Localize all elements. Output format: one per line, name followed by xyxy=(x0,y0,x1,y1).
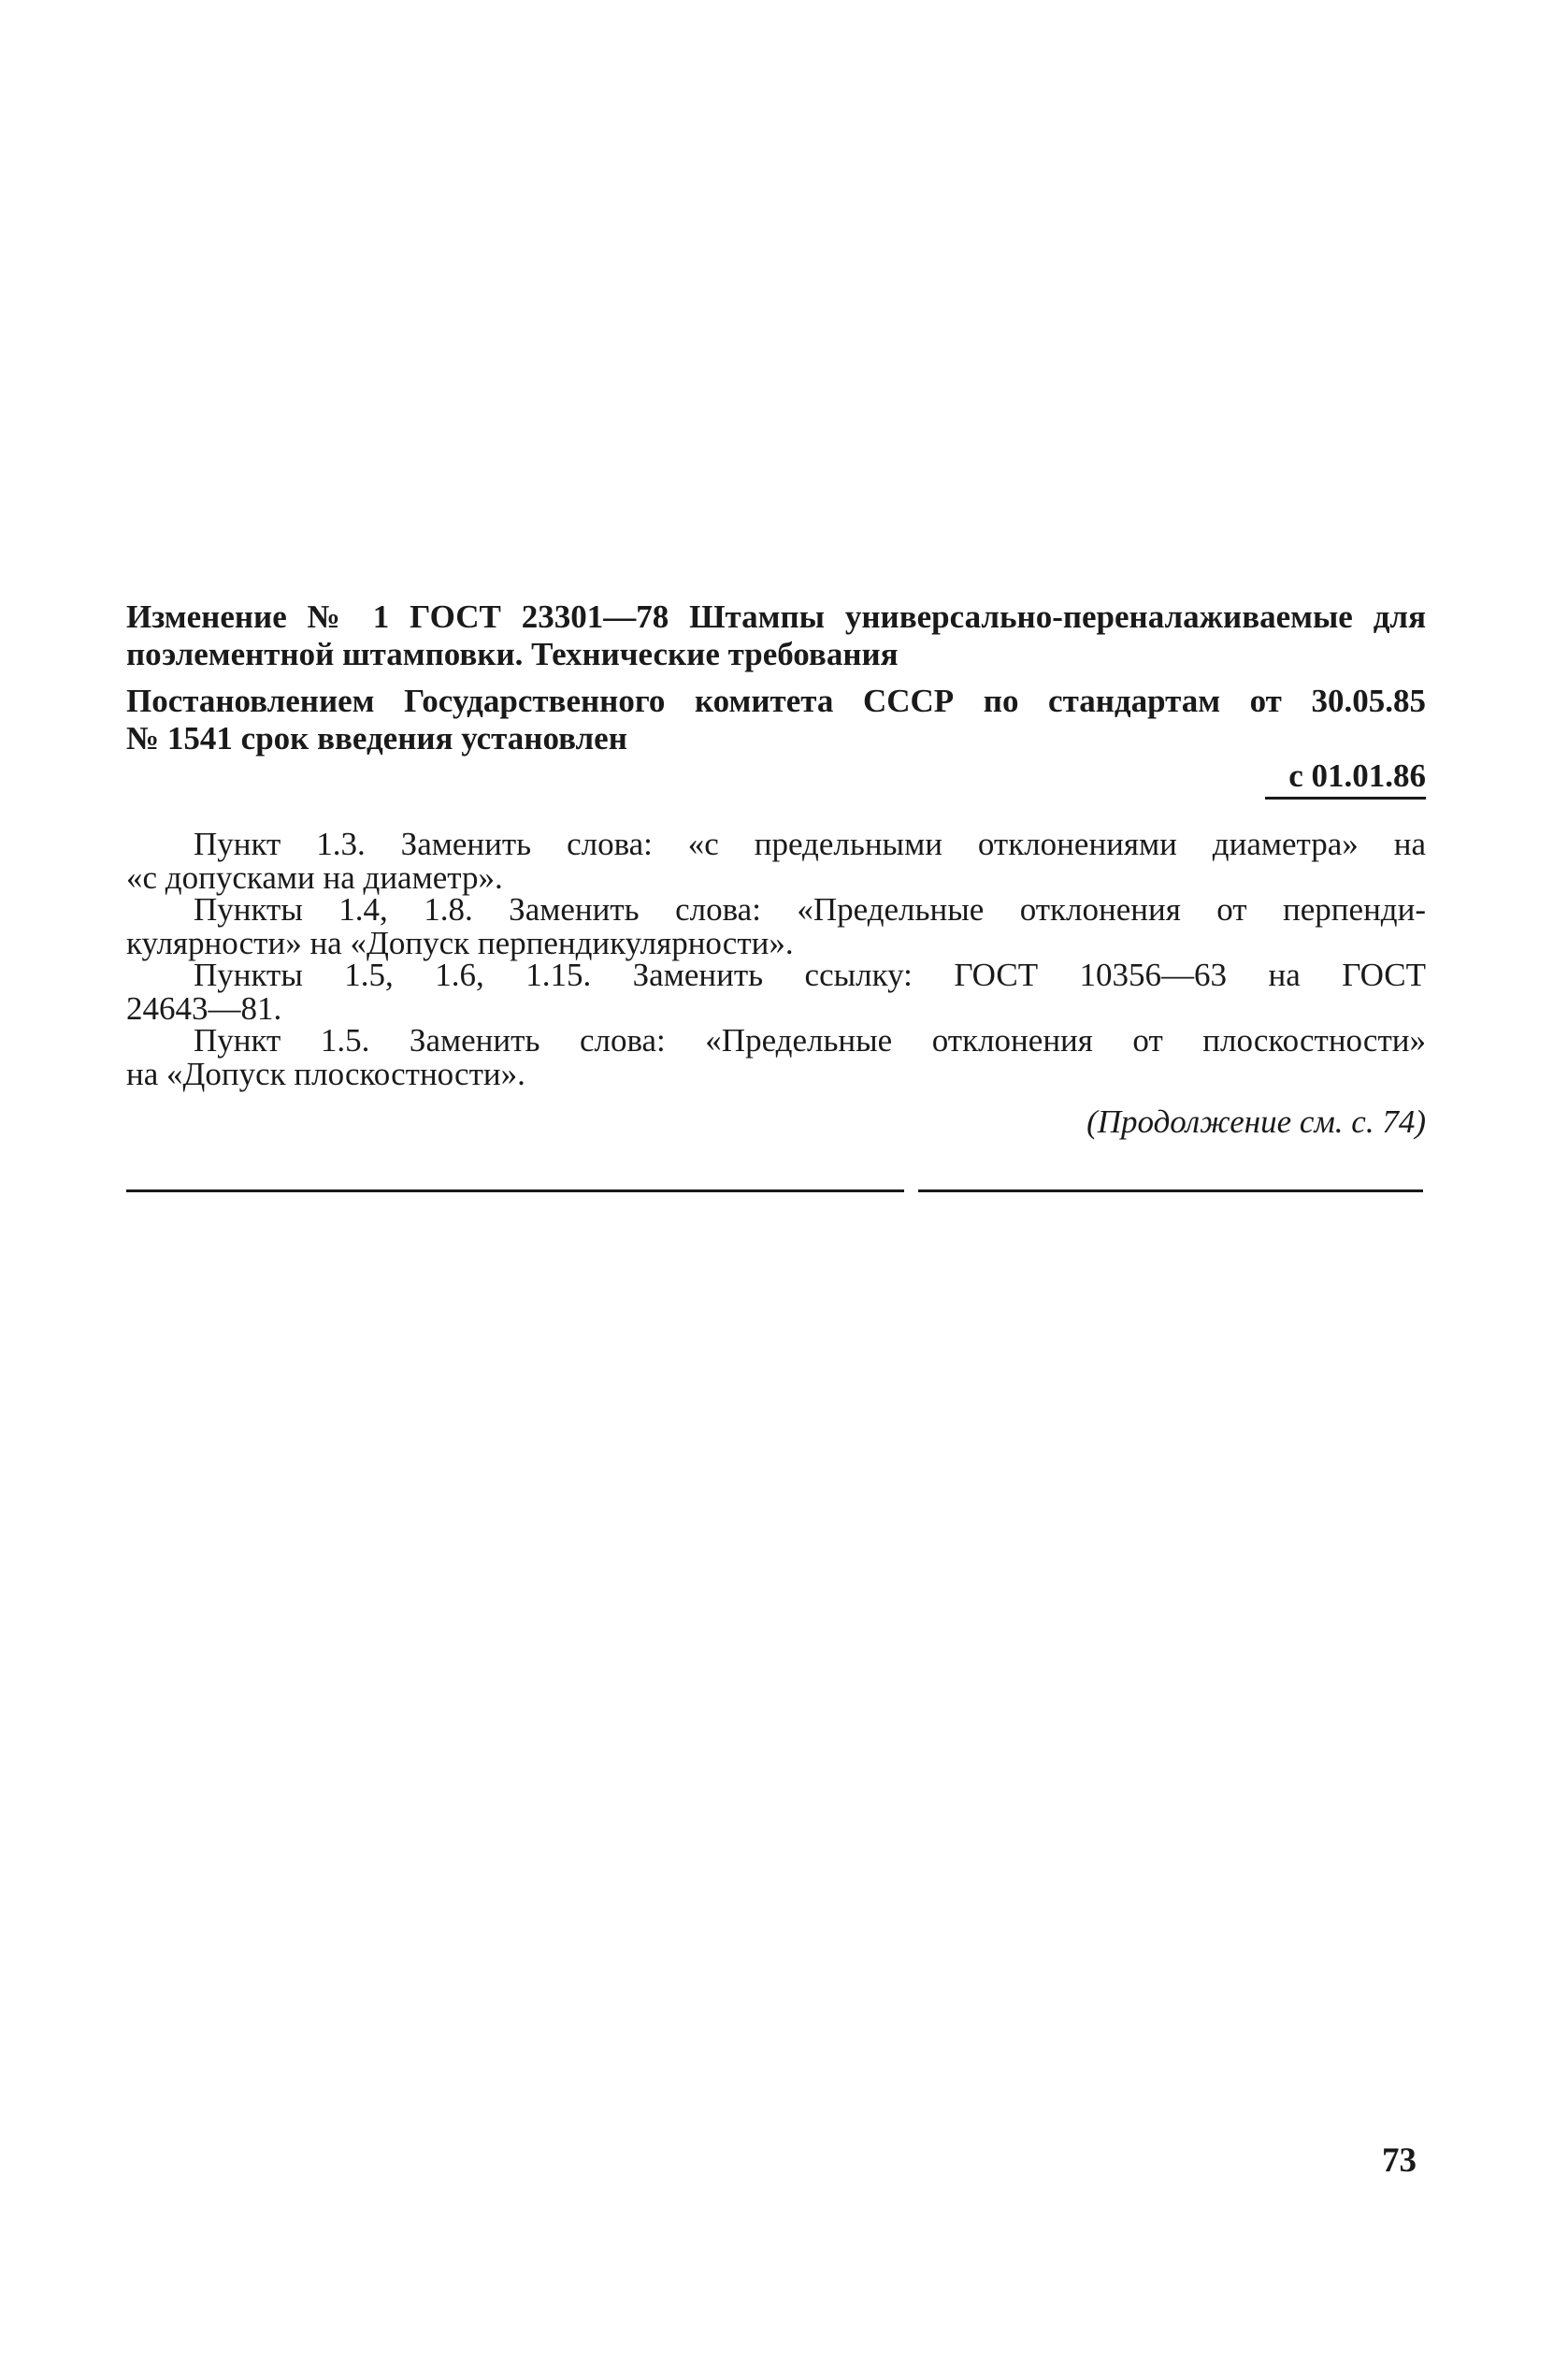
page-number: 73 xyxy=(1382,2141,1417,2180)
decree-statement xyxy=(126,683,1426,757)
separator-rule-left xyxy=(126,1189,904,1192)
amendment-item-line-2: «с допусками на диаметр». xyxy=(126,859,503,896)
amendment-item-line-1: Пункт 1.3. Заменить слова: «с предельными отклонениями диаметра» на xyxy=(194,826,1426,862)
amendment-item xyxy=(126,959,1426,1026)
amendment-item-line-2: кулярности» на «Допуск перпендикулярности». xyxy=(126,925,794,961)
decree-line-2: № 1541 срок введения установлен xyxy=(126,720,627,757)
amendment-title xyxy=(126,598,1426,673)
amendment-item xyxy=(126,828,1426,895)
effective-date-underline xyxy=(1265,797,1426,800)
amendment-item-line-1: Пункт 1.5. Заменить слова: «Предельные отклонения от плоскостности» xyxy=(194,1022,1426,1059)
decree-line-1: Постановлением Государственного комитета СССР по стандартам от 30.05.85 xyxy=(126,683,1426,719)
amendment-item-line-2: на «Допуск плоскостности». xyxy=(126,1056,525,1092)
amendment-item xyxy=(126,1024,1426,1091)
amendment-item xyxy=(126,893,1426,960)
amendment-item-line-1: Пункты 1.5, 1.6, 1.15. Заменить ссылку: ГОСТ 10356—63 на ГОСТ xyxy=(194,957,1426,993)
amendment-title-line-1: Изменение № 1 ГОСТ 23301—78 Штампы универсально-переналаживаемые для xyxy=(126,598,1426,635)
effective-date: с 01.01.86 xyxy=(1288,757,1426,794)
amendment-item-line-2: 24643—81. xyxy=(126,990,282,1027)
continuation-note: (Продолжение см. с. 74) xyxy=(1086,1103,1426,1140)
amendment-title-line-2: поэлементной штамповки. Технические требования xyxy=(126,636,899,672)
separator-rule-right xyxy=(918,1189,1423,1192)
amendment-item-line-1: Пункты 1.4, 1.8. Заменить слова: «Предельные отклонения от перпенди- xyxy=(194,891,1426,928)
